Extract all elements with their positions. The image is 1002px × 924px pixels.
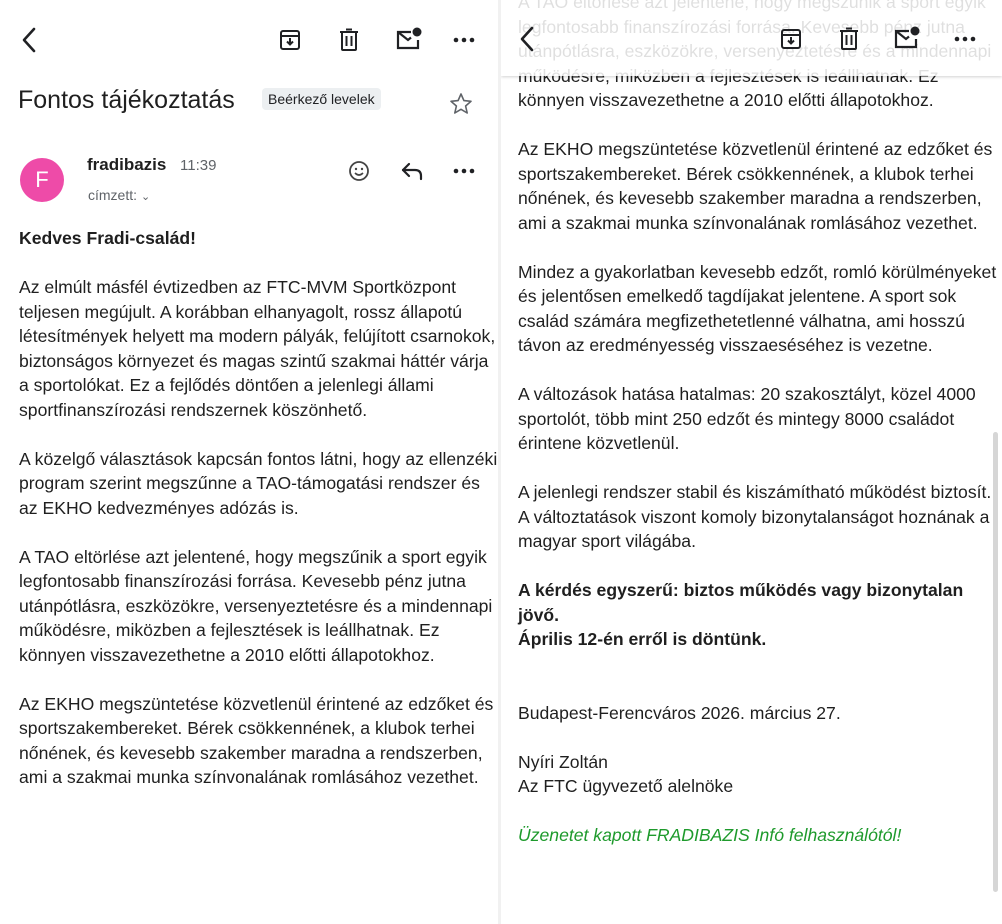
paragraph: Mindez a gyakorlatban kevesebb edzőt, romló körülményeket és jelentősen emelkedő tagdíjakat jelentene. A sport sok család számára megfizethetetlenné válhatna, ami hosszú távon az eredményesség visszaeséséhez is vezetne. [518, 261, 997, 355]
avatar[interactable]: F [20, 158, 64, 202]
subject-row [18, 80, 488, 128]
paragraph: Az elmúlt másfél évtizedben az FTC-MVM Sportközpont teljesen megújult. A korábban elhanyagolt, rossz állapotú létesítmények helyett ma modern pályák, felújított csarnokok, biztonságos környezet és magas szintű szakmai háttér várja a sportolókat. Ez a fejlődés döntően a jelenlegi állami sportfinanszírozási rendszernek köszönhető. [19, 277, 496, 420]
inbox-label-chip[interactable]: Beérkező levelek [262, 88, 381, 110]
closing-statement: Április 12-én erről is döntünk. [518, 629, 767, 649]
email-body-continued [518, 0, 1002, 872]
paragraph: A jelenlegi rendszer stabil és kiszámítható működést biztosít. A változtatások viszont komoly bizonytalanságot hoznának a magyar sport világába. [518, 482, 992, 551]
sender-time: 11:39 [180, 157, 217, 174]
mark-unread-icon[interactable] [892, 23, 922, 53]
toolbar-overlay [501, 0, 1002, 76]
reply-icon[interactable] [397, 156, 427, 186]
trash-icon[interactable] [334, 25, 364, 55]
email-view-top [0, 0, 498, 924]
emoji-icon[interactable] [344, 156, 374, 186]
email-body [19, 226, 498, 814]
paragraph: Az EKHO megszüntetése közvetlenül érintené az edzőket és sportszakembereket. Bérek csökkennének, a klubok terhei nőnének, és kevesebb szakember maradna a rendszerben, ami a szakmai munka színvonalának romlásához vezethet. [19, 693, 494, 787]
toolbar [0, 0, 498, 80]
paragraph: A közelgő választások kapcsán fontos látni, hogy az ellenzéki program szerint megszűnne a TAO-támogatási rendszer és az EKHO kedvezményes adózás is. [19, 448, 498, 518]
greeting: Kedves Fradi-család! [19, 228, 196, 248]
paragraph: Az EKHO megszüntetése közvetlenül érintené az edzőket és sportszakembereket. Bérek csökkennének, a klubok terhei nőnének, és kevesebb szakember maradna a rendszerben, ami a szakmai munka színvonalának romlásához vezethet. [518, 139, 993, 233]
recipient-toggle[interactable] [88, 187, 150, 203]
archive-icon[interactable] [275, 25, 305, 55]
sender-name[interactable]: fradibazis [87, 155, 167, 174]
trash-icon[interactable] [834, 24, 864, 54]
more-icon[interactable] [950, 24, 980, 54]
signer-title: Az FTC ügyvezető alelnöke [518, 776, 734, 796]
closing-question: A kérdés egyszerű: biztos működés vagy bizonytalan jövő. [518, 580, 964, 625]
paragraph: könnyen visszavezethetne a 2010 előtti állapotokhoz. [518, 90, 934, 110]
footer-note: Üzenetet kapott FRADIBAZIS Infó felhasználótól! [518, 825, 902, 845]
message-more-icon[interactable] [449, 156, 479, 186]
archive-icon[interactable] [776, 24, 806, 54]
chevron-down-icon: ⌄ [141, 191, 151, 203]
scrollbar[interactable] [993, 432, 998, 892]
more-icon[interactable] [449, 25, 479, 55]
place-date: Budapest-Ferencváros 2026. március 27. [518, 702, 841, 723]
paragraph: A TAO eltörlése azt jelentené, hogy megszűnik a sport egyik legfontosabb finanszírozási forrása. Kevesebb pénz jutna utánpótlásra, eszközökre, versenyeztetésre és a mindennapi működésre, miközben a fejlesztések is leállhatnak. Ez könnyen visszavezethetne a 2010 előtti állapotokhoz. [19, 546, 493, 665]
sender-row [18, 150, 488, 210]
signer-name: Nyíri Zoltán [518, 751, 608, 772]
back-arrow-icon[interactable] [512, 24, 542, 54]
recipient-label: címzett: [88, 187, 138, 203]
paragraph: A változások hatása hatalmas: 20 szakosztályt, közel 4000 sportolót, több mint 250 edzőt és mintegy 8000 családot érintene közvetlenül. [518, 384, 976, 453]
star-icon[interactable] [449, 92, 473, 121]
email-subject: Fontos tájékoztatás [18, 86, 235, 114]
email-view-scrolled [501, 0, 1002, 924]
mark-unread-icon[interactable] [394, 24, 424, 54]
back-arrow-icon[interactable] [14, 25, 44, 55]
